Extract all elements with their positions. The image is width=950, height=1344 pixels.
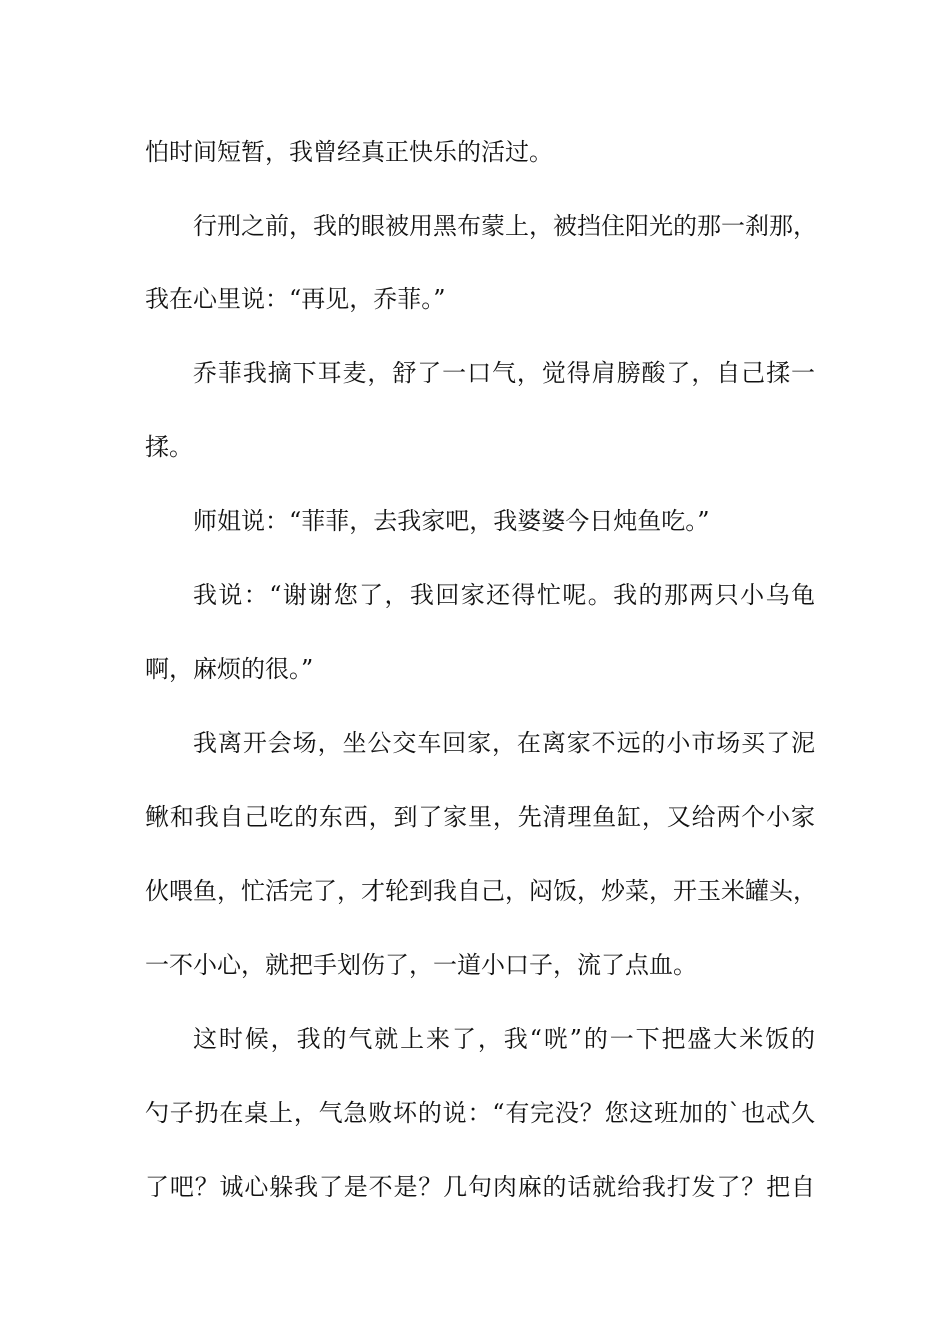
text-line: 了吧？诚心躲我了是不是？几句肉麻的话就给我打发了？把自 [145,1173,815,1201]
text-line: 我离开会场，坐公交车回家，在离家不远的小市场买了泥 [193,729,815,757]
text-line: 鳅和我自己吃的东西，到了家里，先清理鱼缸，又给两个小家 [145,803,815,831]
text-line: 怕时间短暂，我曾经真正快乐的活过。 [145,138,553,166]
text-line: 我说：“谢谢您了，我回家还得忙呢。我的那两只小乌龟 [193,581,815,609]
text-line: 我在心里说：“再见，乔菲。” [145,285,446,313]
text-line: 勺子扔在桌上，气急败坏的说：“有完没？您这班加的`也忒久 [145,1099,815,1127]
text-line: 伙喂鱼，忙活完了，才轮到我自己，闷饭，炒菜，开玉米罐头， [145,877,817,905]
text-line: 师姐说：“菲菲，去我家吧，我婆婆今日炖鱼吃。” [193,507,710,535]
text-line: 乔菲我摘下耳麦，舒了一口气，觉得肩膀酸了，自己揉一 [193,359,815,387]
text-line: 啊，麻烦的很。” [145,655,314,683]
text-line: 这时候，我的气就上来了，我“咣”的一下把盛大米饭的 [193,1025,815,1053]
text-line: 一不小心，就把手划伤了，一道小口子，流了点血。 [145,951,697,979]
text-line: 行刑之前，我的眼被用黑布蒙上，被挡住阳光的那一刹那， [193,212,817,240]
text-line: 揉。 [145,433,193,461]
